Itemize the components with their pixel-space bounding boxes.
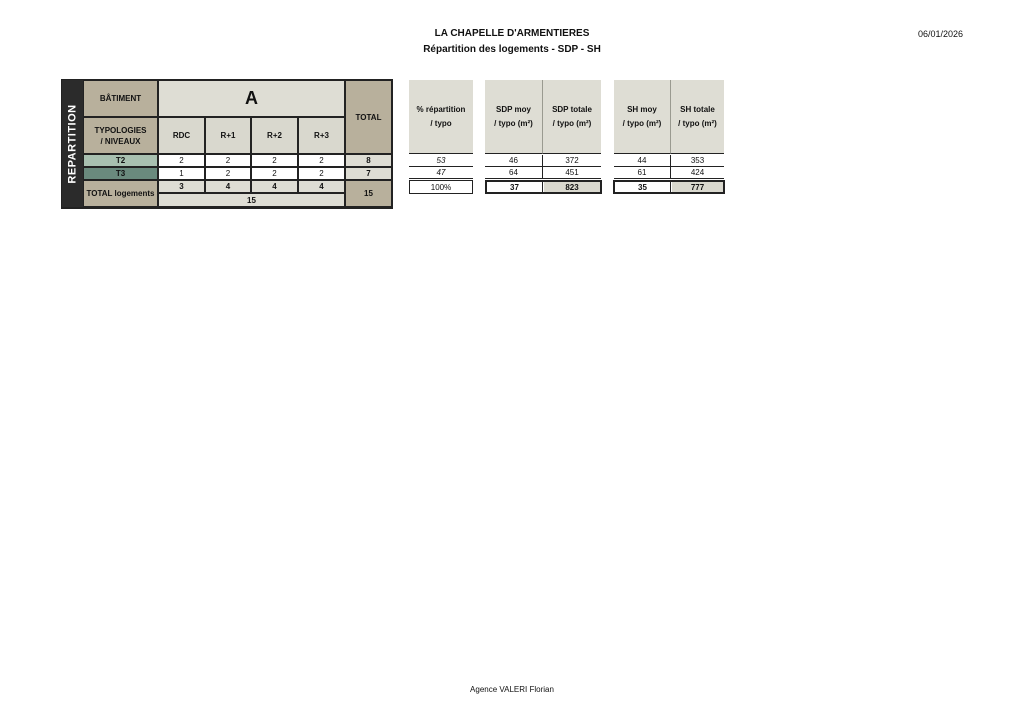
- total-r3: 4: [298, 180, 345, 193]
- sh-moy-header-line1: SH moy: [627, 105, 657, 114]
- sdp-tot-header-line2: / typo (m²): [552, 119, 592, 128]
- sdp-moy-header-line1: SDP moy: [496, 105, 531, 114]
- t2-r2: 2: [251, 154, 298, 167]
- typo-t2-label: T2: [83, 154, 158, 167]
- document-date: 06/01/2026: [918, 29, 964, 39]
- t3-rdc: 1: [158, 167, 205, 180]
- t3-total: 7: [345, 167, 392, 180]
- sh-moy-header-line2: / typo (m²): [622, 119, 662, 128]
- pct-header: [409, 80, 473, 154]
- sdp-moy-t2: 46: [485, 155, 543, 167]
- total-levels-sum: 15: [158, 193, 345, 207]
- total-logements-label: TOTAL logements: [83, 180, 158, 207]
- niveaux-label: / NIVEAUX: [100, 136, 141, 146]
- total-rdc: 3: [158, 180, 205, 193]
- document-title: LA CHAPELLE D'ARMENTIERES: [434, 28, 590, 39]
- sdp-moy-header: [485, 80, 543, 154]
- sdp-moy-t3: 64: [485, 167, 543, 179]
- total-r2: 4: [251, 180, 298, 193]
- sh-tot-header: [671, 80, 724, 154]
- sdp-moy-header-line2: / typo (m²): [494, 119, 533, 128]
- document-subtitle: Répartition des logements - SDP - SH: [423, 44, 601, 55]
- sdp-tot-header: [543, 80, 601, 154]
- footer-agency: Agence VALERI Florian: [470, 685, 554, 694]
- t2-r1: 2: [205, 154, 251, 167]
- sh-tot-t2: 353: [671, 155, 724, 167]
- t2-total: 8: [345, 154, 392, 167]
- sh-moy-total: 35: [615, 181, 671, 193]
- t3-r1: 2: [205, 167, 251, 180]
- t2-rdc: 2: [158, 154, 205, 167]
- pct-header-line2: / typo: [430, 119, 452, 128]
- t3-r3: 2: [298, 167, 345, 180]
- typologies-header: [83, 117, 158, 154]
- grand-total: 15: [345, 180, 392, 207]
- typologies-label: TYPOLOGIES: [94, 125, 147, 135]
- sh-tot-header-line1: SH totale: [680, 105, 715, 114]
- t3-r2: 2: [251, 167, 298, 180]
- total-r1: 4: [205, 180, 251, 193]
- repartition-side-label-wrap: [62, 80, 83, 207]
- level-header-r3: R+3: [298, 117, 345, 154]
- sdp-tot-total: 823: [544, 182, 600, 192]
- sdp-moy-total: 37: [487, 181, 543, 193]
- sdp-tot-t3: 451: [543, 167, 601, 179]
- pct-t2: 53: [409, 155, 473, 167]
- sdp-tot-t2: 372: [543, 155, 601, 167]
- sh-tot-t3: 424: [671, 167, 724, 179]
- sh-moy-header: [614, 80, 671, 154]
- typo-t3-label: T3: [83, 167, 158, 180]
- repartition-side-label: REPARTITION: [66, 103, 79, 184]
- level-header-r2: R+2: [251, 117, 298, 154]
- t2-r3: 2: [298, 154, 345, 167]
- total-header: TOTAL: [345, 80, 392, 154]
- pct-total: 100%: [409, 180, 473, 194]
- batiment-label: BÂTIMENT: [83, 80, 158, 117]
- pct-header-line1: % répartition: [416, 105, 466, 114]
- level-header-r1: R+1: [205, 117, 251, 154]
- sh-moy-t2: 44: [614, 155, 671, 167]
- sh-tot-header-line2: / typo (m²): [678, 119, 717, 128]
- pct-t3: 47: [409, 167, 473, 179]
- batiment-value: A: [158, 80, 345, 117]
- sh-tot-total: 777: [672, 182, 723, 192]
- level-header-rdc: RDC: [158, 117, 205, 154]
- sh-moy-t3: 61: [614, 167, 671, 179]
- sdp-tot-header-line1: SDP totale: [552, 105, 592, 114]
